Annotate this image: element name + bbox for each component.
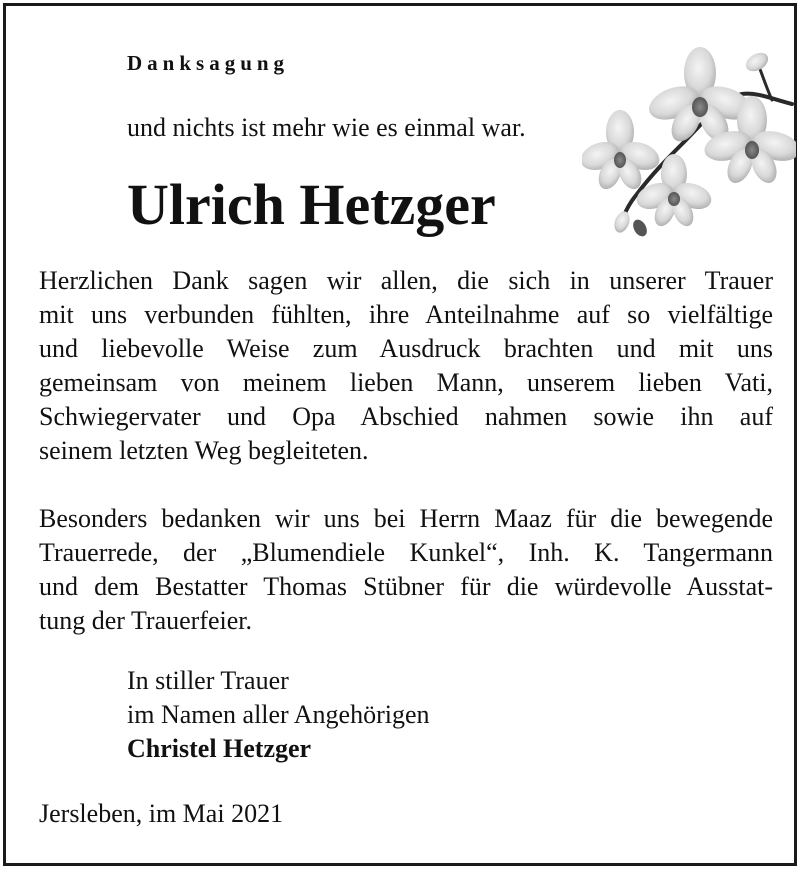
text-line: Herzlichen Dank sagen wir allen, die sich in unserer Trauer bbox=[39, 266, 773, 295]
deceased-name: Ulrich Hetzger bbox=[127, 172, 496, 237]
text-line: Besonders bedanken wir uns bei Herrn Maaz für die bewegende bbox=[39, 504, 773, 533]
closing-block bbox=[127, 664, 430, 766]
text-line: Schwiegervater und Opa Abschied nahmen sowie ihn auf bbox=[39, 402, 773, 431]
orchid-branch-icon bbox=[582, 44, 796, 240]
text-line: und liebevolle Weise zum Ausdruck brachten und mit uns bbox=[39, 334, 773, 363]
text-line: gemeinsam von meinem lieben Mann, unserem lieben Vati, bbox=[39, 368, 773, 397]
special-thanks-paragraph bbox=[39, 502, 773, 638]
signer-name: Christel Hetzger bbox=[127, 734, 312, 763]
intro-line: und nichts ist mehr wie es einmal war. bbox=[127, 113, 526, 142]
thanks-paragraph bbox=[39, 264, 773, 468]
text-line: tung der Trauerfeier. bbox=[39, 606, 253, 635]
closing-line: In stiller Trauer bbox=[127, 666, 289, 695]
text-line: seinem letzten Weg begleiteten. bbox=[39, 436, 369, 465]
text-line: und dem Bestatter Thomas Stübner für die würdevolle Ausstat- bbox=[39, 572, 773, 601]
closing-line: im Namen aller Angehörigen bbox=[127, 700, 430, 729]
notice-frame bbox=[3, 3, 797, 866]
notice-heading: Danksagung bbox=[127, 51, 290, 75]
text-line: Trauerrede, der „Blumendiele Kunkel“, Inh. K. Tangermann bbox=[39, 538, 773, 567]
place-date: Jersleben, im Mai 2021 bbox=[39, 799, 284, 828]
text-line: mit uns verbunden fühlten, ihre Anteilnahme auf so vielfältige bbox=[39, 300, 773, 329]
